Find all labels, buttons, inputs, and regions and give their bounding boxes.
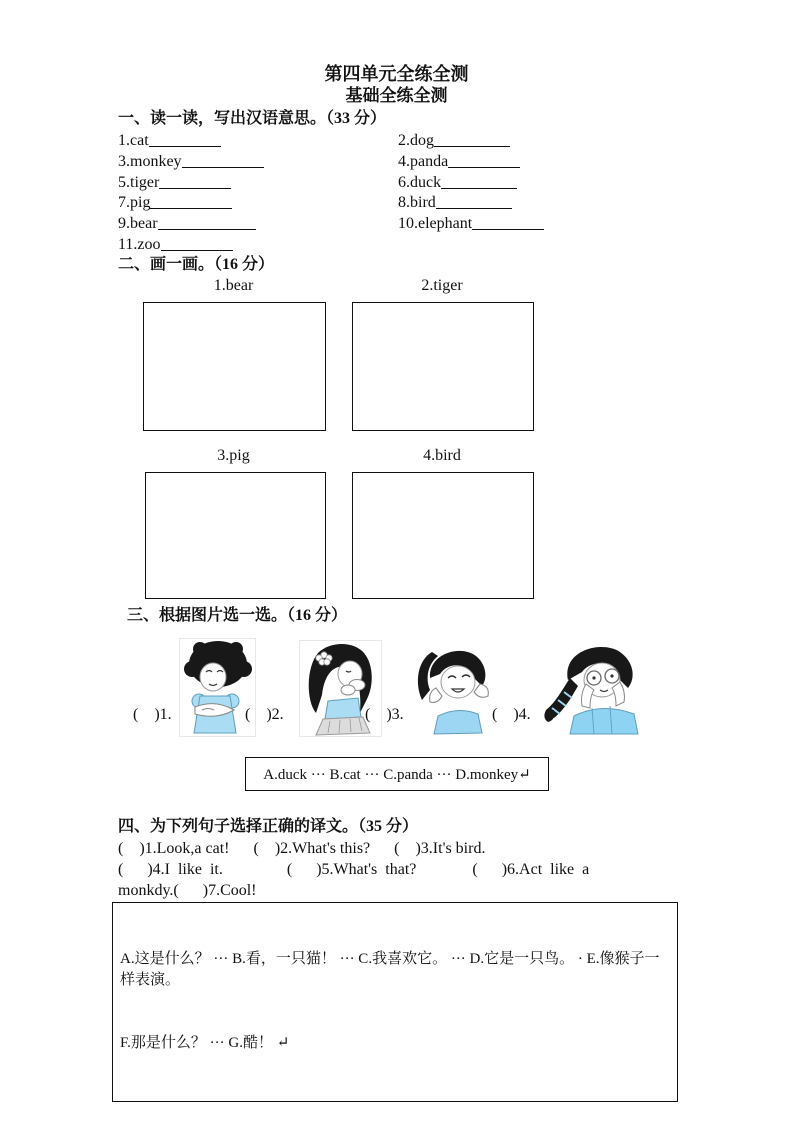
word-label: 4.panda <box>398 152 449 170</box>
answer-blank <box>158 215 256 230</box>
word-label: 3.monkey <box>118 152 182 170</box>
section4-line-1: ( )1.Look,a cat! ( )2.What's this? ( )3.It's bird. <box>118 840 486 857</box>
word-item <box>398 192 592 213</box>
word-item <box>398 130 592 151</box>
word-label: 10.elephant <box>398 215 473 233</box>
drawing-box-tiger <box>352 302 534 431</box>
page-subtitle: 基础全练全测 <box>345 86 448 105</box>
word-label: 8.bird <box>398 194 436 212</box>
answer-blank <box>161 236 233 251</box>
section1-word-list <box>118 130 592 255</box>
answer-blank <box>434 132 510 147</box>
picture4-answer-label: ( )4. <box>492 706 531 723</box>
section3-heading: 三、根据图片选一选。（16 分） <box>127 607 348 624</box>
word-label: 5.tiger <box>118 173 160 191</box>
page-title: 第四单元全练全测 <box>324 64 469 84</box>
word-item <box>118 213 398 234</box>
word-label: 7.pig <box>118 194 151 212</box>
word-item <box>118 172 398 193</box>
word-label: 11.zoo <box>118 235 161 253</box>
picture1-answer-label: ( )1. <box>133 706 172 723</box>
word-label: 9.bear <box>118 215 158 233</box>
drawbox-label-tiger: 2.tiger <box>421 277 463 294</box>
section4-options-line2: F.那是什么？ ··· G.酷！ ↵ <box>120 1035 290 1051</box>
girl-ponytail-beak-icon <box>410 644 495 735</box>
picture2-answer-label: ( )2. <box>245 706 284 723</box>
word-item <box>118 130 398 151</box>
answer-blank <box>159 174 231 189</box>
drawbox-label-pig: 3.pig <box>217 447 250 464</box>
section4-line-2: ( )4.I like it. ( )5.What's that? ( )6.Act like a <box>118 861 590 878</box>
answer-blank <box>436 194 512 209</box>
section3-options-text: A.duck ··· B.cat ··· C.panda ··· D.monkey↵ <box>263 766 531 783</box>
section3-options-box <box>245 757 549 791</box>
answer-blank <box>182 153 264 168</box>
word-item <box>118 192 398 213</box>
word-item <box>398 172 592 193</box>
section4-options-box <box>112 902 678 1102</box>
girl-braid-eye-circles-icon <box>540 636 640 736</box>
answer-blank <box>448 153 520 168</box>
section1-heading: 一、读一读，写出汉语意思。（33 分） <box>118 110 387 127</box>
answer-blank <box>472 215 544 230</box>
word-item <box>118 151 398 172</box>
drawing-box-bear <box>143 302 326 431</box>
section4-options-line1: A.这是什么？ ··· B.看，一只猫！ ··· C.我喜欢它。 ··· D.它是一只鸟。 · E.像猴子一样表演。 <box>120 951 660 988</box>
answer-blank <box>441 174 517 189</box>
word-item <box>398 213 592 234</box>
section4-line-3: monkdy.( )7.Cool! <box>118 882 257 899</box>
drawbox-label-bear: 1.bear <box>213 277 254 294</box>
word-label: 2.dog <box>398 132 434 149</box>
word-label: 1.cat <box>118 132 149 149</box>
word-item <box>118 234 398 255</box>
picture3-answer-label: ( )3. <box>365 706 404 723</box>
word-label: 6.duck <box>398 173 442 191</box>
drawbox-label-bird: 4.bird <box>423 447 461 464</box>
answer-blank <box>149 132 221 147</box>
section4-heading: 四、为下列句子选择正确的译文。（35 分） <box>118 818 419 835</box>
section2-heading: 二、画一画。（16 分） <box>118 256 275 273</box>
drawing-box-bird <box>352 472 534 599</box>
drawing-box-pig <box>145 472 326 599</box>
answer-blank <box>150 194 232 209</box>
word-item <box>398 151 592 172</box>
